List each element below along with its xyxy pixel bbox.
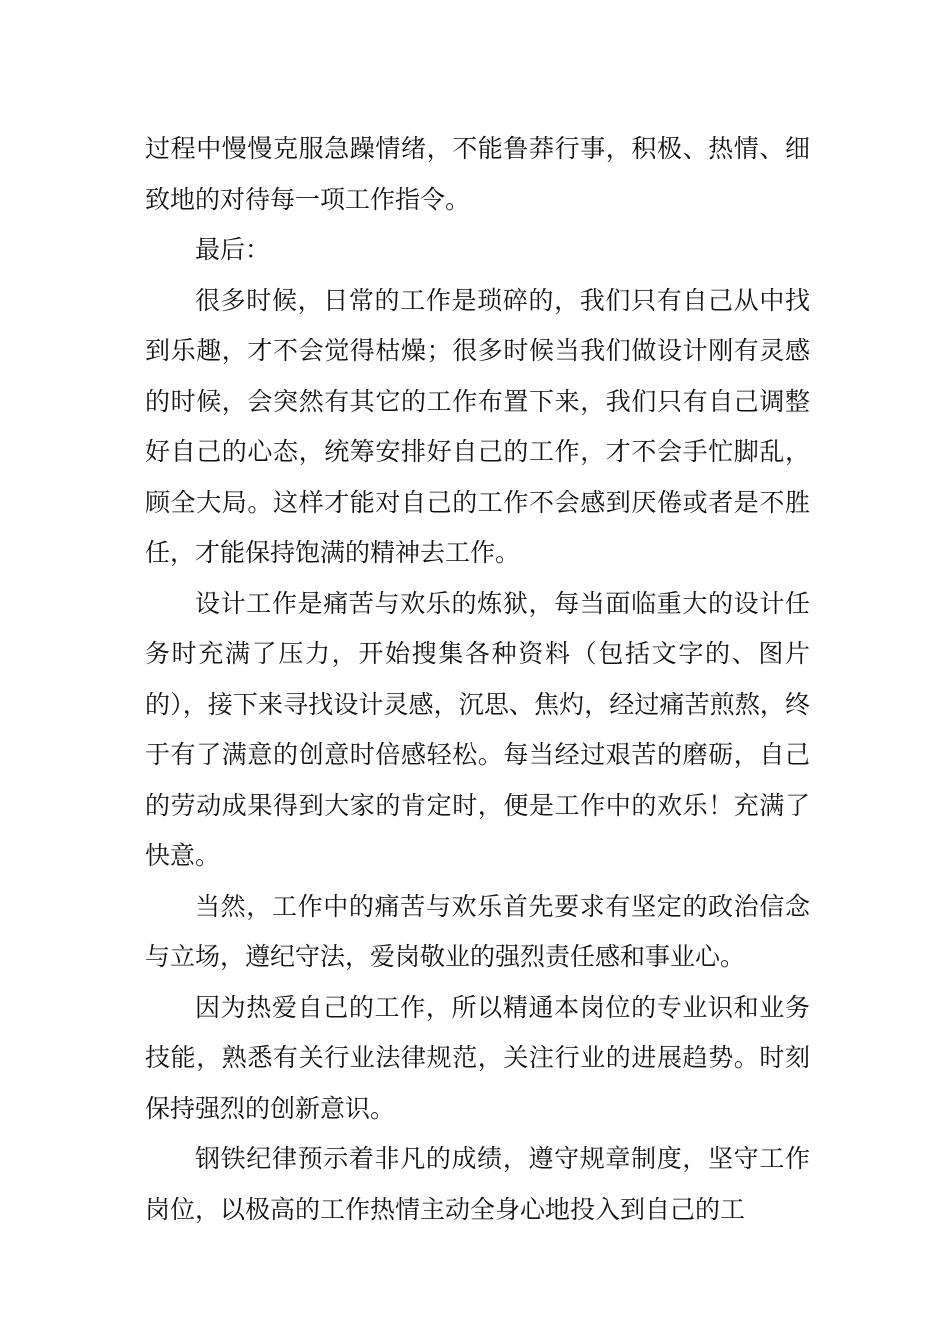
- paragraph-discipline: 钢铁纪律预示着非凡的成绩，遵守规章制度，坚守工作岗位，以极高的工作热情主动全身心地投入到自己的工: [145, 1144, 810, 1224]
- paragraph-professional-skills: 因为热爱自己的工作，所以精通本岗位的专业识和业务技能，熟悉有关行业法律规范，关注行业的进展趋势。时刻保持强烈的创新意识。: [145, 992, 810, 1123]
- paragraph-heading-finally: 最后：: [195, 235, 271, 264]
- paragraph-continuation: 过程中慢慢克服急躁情绪，不能鲁莽行事，积极、热情、细致地的对待每一项工作指令。: [145, 134, 810, 214]
- paragraph-political-belief: 当然，工作中的痛苦与欢乐首先要求有坚定的政治信念与立场，遵纪守法，爱岗敬业的强烈责任感和事业心。: [145, 891, 810, 971]
- paragraph-daily-work: 很多时候，日常的工作是琐碎的，我们只有自己从中找到乐趣，才不会觉得枯燥；很多时候当我们做设计刚有灵感的时候，会突然有其它的工作布置下来，我们只有自己调整好自己的心态，统筹安排好自己的工作，才不会手忙脚乱，顾全大局。这样才能对自己的工作不会感到厌倦或者是不胜任，才能保持饱满的精神去工作。: [145, 285, 810, 567]
- paragraph-design-work: 设计工作是痛苦与欢乐的炼狱，每当面临重大的设计任务时充满了压力，开始搜集各种资料（包括文字的、图片的），接下来寻找设计灵感，沉思、焦灼，经过痛苦煎熬，终于有了满意的创意时倍感轻松。每当经过艰苦的磨砺，自己的劳动成果得到大家的肯定时，便是工作中的欢乐！充满了快意。: [145, 588, 810, 870]
- document-body: [145, 124, 810, 1235]
